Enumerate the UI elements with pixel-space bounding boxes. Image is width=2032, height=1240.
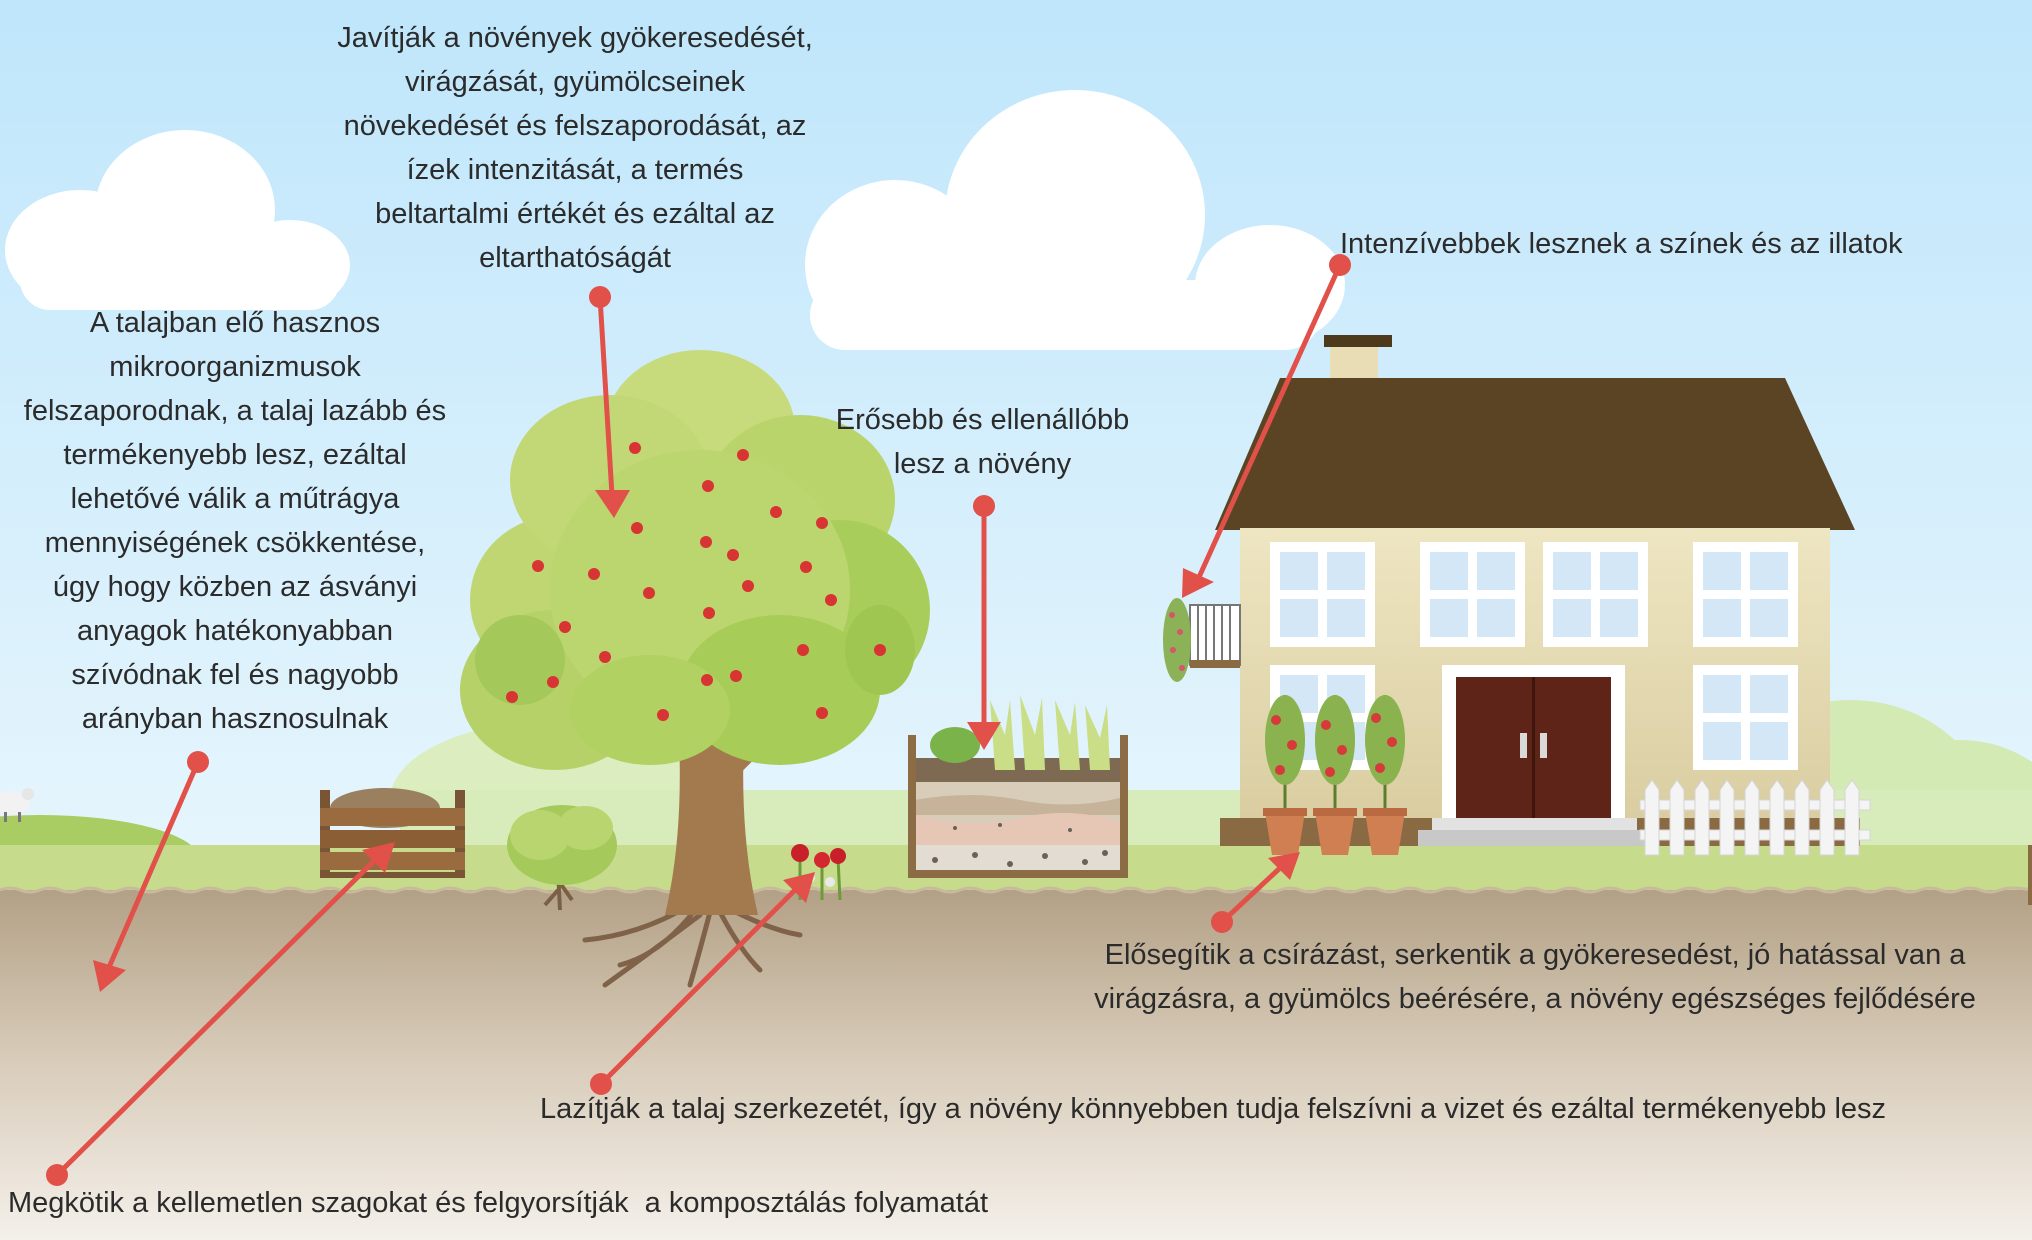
label-tree-benefits: Javítják a növények gyökeresedését, virágzását, gyümölcseinek növekedését és felszaporodását, az ízek intenzitását, a termés beltartalmi értékét és ezáltal az eltarthatóságát — [337, 22, 813, 274]
label-soil-microbes: A talajban elő hasznos mikroorganizmusok felszaporodnak, a talaj lazább és termékenyebb lesz, ezáltal lehetővé válik a műtrágya mennyiségének csökkentése, úgy hogy közben az ásványi anyagok hatékonyabban szívódnak fel és nagyobb arányban hasznosulnak — [23, 307, 447, 735]
house-icon — [1163, 335, 1860, 846]
label-soil-structure: Lazítják a talaj szerkezetét, így a növény könnyebben tudja felszívni a vizet és ezáltal termékenyebb lesz — [540, 1093, 1887, 1125]
label-colors-scents: Intenzívebbek lesznek a színek és az illatok — [1340, 228, 1903, 260]
tomato-pots-icon — [1263, 695, 1407, 855]
label-stronger-plant: Erősebb és ellenállóbb lesz a növény — [835, 404, 1130, 480]
label-compost: Megkötik a kellemetlen szagokat és felgyorsítják a komposztálás folyamatát — [8, 1187, 989, 1219]
label-germination: Elősegítik a csírázást, serkentik a gyökeresedést, jó hatással van a virágzásra, a gyümölcs beérésére, a növény egészséges fejlődésére — [1094, 939, 1976, 1015]
